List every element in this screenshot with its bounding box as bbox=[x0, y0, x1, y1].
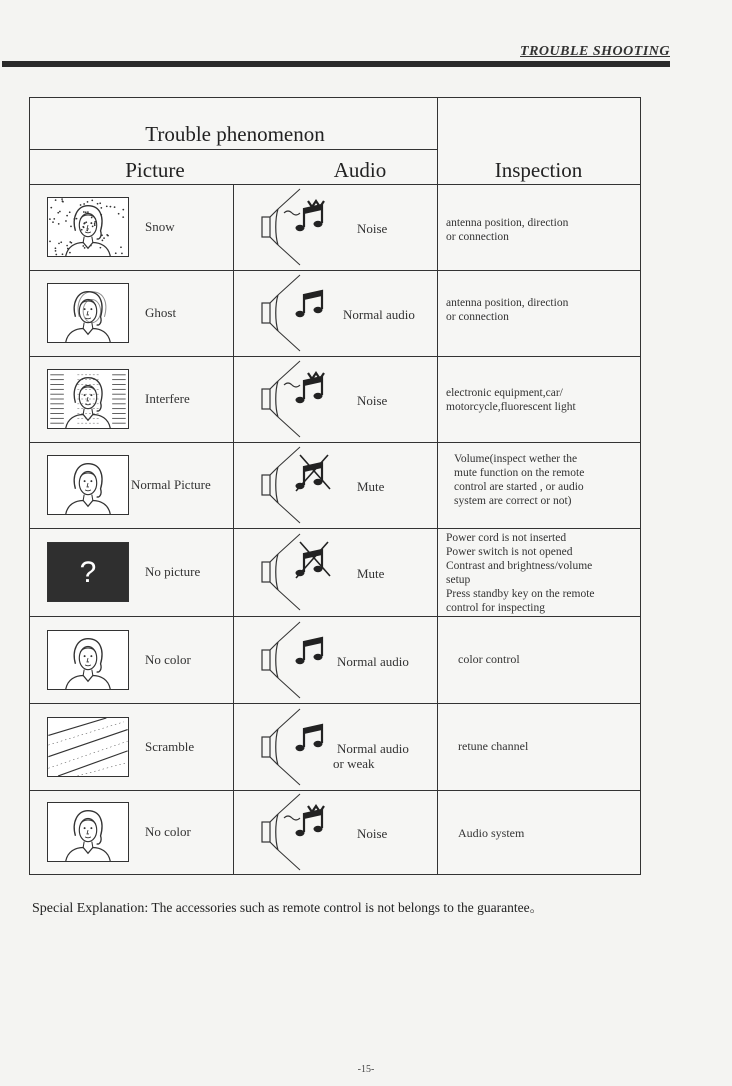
picture-symptom-label: Normal Picture bbox=[131, 477, 211, 492]
question-mark-icon bbox=[47, 542, 129, 602]
picture-symptom-label: No color bbox=[145, 652, 191, 667]
table-row bbox=[30, 616, 640, 703]
table-row bbox=[30, 790, 640, 874]
header-rule bbox=[2, 61, 670, 67]
table-row bbox=[30, 270, 640, 356]
row-divider bbox=[30, 442, 640, 443]
speaker-mute-icon bbox=[256, 532, 346, 612]
speaker-mute-icon bbox=[256, 445, 346, 525]
header-audio: Audio bbox=[333, 158, 387, 182]
row-divider bbox=[30, 356, 640, 357]
speaker-noise-icon bbox=[256, 792, 346, 872]
table-row bbox=[30, 528, 640, 616]
speaker-normal-icon bbox=[256, 707, 346, 787]
picture-symptom-label: No picture bbox=[145, 564, 201, 579]
ghost-face-icon bbox=[47, 283, 129, 343]
audio-symptom-label: Mute bbox=[357, 479, 385, 494]
speaker-noise-icon bbox=[256, 187, 346, 267]
row-divider bbox=[30, 528, 640, 529]
speaker-noise-icon bbox=[256, 359, 346, 439]
audio-symptom-label: Normal audio bbox=[343, 307, 415, 322]
trouble-table bbox=[29, 97, 641, 875]
audio-symptom-label: Noise bbox=[357, 393, 388, 408]
header-picture: Picture bbox=[125, 158, 185, 182]
inspection-text: retune channel bbox=[458, 739, 529, 753]
speaker-normal-icon bbox=[256, 273, 346, 353]
section-title: TROUBLE SHOOTING bbox=[520, 44, 670, 59]
row-divider bbox=[30, 270, 640, 271]
speaker-normal-icon bbox=[256, 620, 346, 700]
row-divider bbox=[30, 616, 640, 617]
row-divider bbox=[30, 790, 640, 791]
normal-face-icon bbox=[47, 802, 129, 862]
audio-symptom-label: Noise bbox=[357, 221, 388, 236]
audio-symptom-label: Normal audio bbox=[337, 654, 409, 669]
picture-symptom-label: Ghost bbox=[145, 305, 177, 320]
inspection-text: antenna position, direction or connection bbox=[446, 217, 569, 243]
table-row bbox=[30, 356, 640, 442]
audio-symptom-label: Mute bbox=[357, 566, 385, 581]
page-number: -15- bbox=[357, 1064, 375, 1075]
special-explanation-text: The accessories such as remote control is not belongs to the guarantee。 bbox=[151, 900, 544, 915]
header-inspection: Inspection bbox=[494, 158, 583, 182]
table-row bbox=[30, 184, 640, 270]
normal-face-icon bbox=[47, 455, 129, 515]
inspection-text: antenna position, direction or connection bbox=[446, 297, 569, 323]
audio-symptom-label: Noise bbox=[357, 826, 388, 841]
header-trouble-phenomenon: Trouble phenomenon bbox=[145, 122, 325, 146]
picture-symptom-label: Snow bbox=[145, 219, 175, 234]
table-row bbox=[30, 442, 640, 528]
scramble-icon bbox=[47, 717, 129, 777]
inspection-text: electronic equipment,car/ motorcycle,fluorescent light bbox=[446, 387, 576, 413]
inspection-text: Audio system bbox=[458, 826, 525, 840]
special-explanation bbox=[32, 896, 543, 917]
inspection-text: Volume(inspect wether the mute function on the remote control are started , or audio system are correct or not) bbox=[454, 453, 585, 507]
header-subdivider bbox=[30, 149, 437, 150]
special-explanation-label: Special Explanation: bbox=[32, 901, 149, 916]
question-mark-glyph: ? bbox=[79, 556, 97, 589]
picture-symptom-label: Scramble bbox=[145, 739, 195, 754]
picture-symptom-label: Interfere bbox=[145, 391, 190, 406]
table-row bbox=[30, 703, 640, 790]
interfere-face-icon bbox=[47, 369, 129, 429]
inspection-text: Power cord is not inserted Power switch is not opened Contrast and brightness/volume setup Press standby key on the remote control for inspecting bbox=[446, 532, 595, 614]
picture-symptom-label: No color bbox=[145, 824, 191, 839]
audio-symptom-label: Normal audio or weak bbox=[333, 741, 409, 771]
normal-face-icon bbox=[47, 630, 129, 690]
row-divider bbox=[30, 703, 640, 704]
snow-face-icon bbox=[47, 197, 129, 257]
inspection-text: color control bbox=[458, 652, 520, 666]
